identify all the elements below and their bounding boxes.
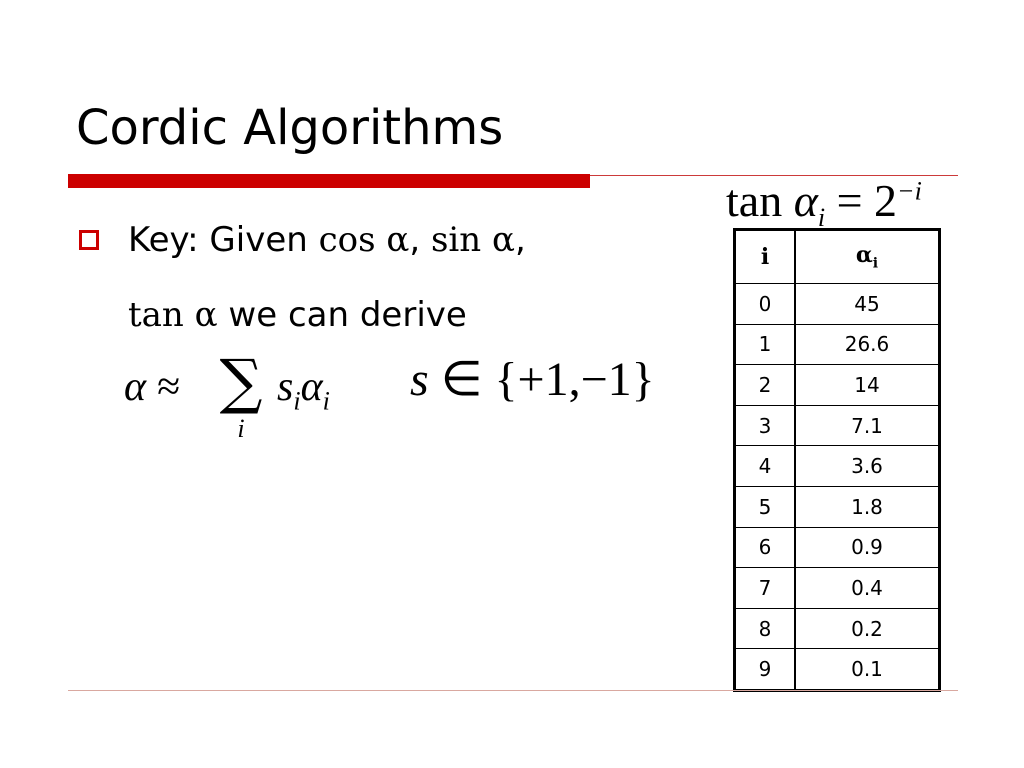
table-row	[735, 608, 940, 649]
cell-alpha: 3.6	[795, 446, 940, 487]
cell-i: 4	[735, 446, 796, 487]
table-row	[735, 405, 940, 446]
separator-1: ,	[409, 220, 431, 260]
derive-text: we can derive	[217, 295, 467, 335]
cell-i: 0	[735, 284, 796, 325]
cell-alpha: 0.9	[795, 527, 940, 568]
cell-i: 5	[735, 486, 796, 527]
summation-body: $s_i\alpha_i$	[277, 364, 330, 416]
bullet-line-2	[128, 295, 467, 335]
summation-index: i	[237, 414, 245, 443]
sign-set-formula: s ∈ {+1,−1}	[410, 353, 655, 406]
tan-identity-formula: $\tan \alpha_i = 2^{-i}$	[726, 175, 922, 233]
hollow-square-bullet-icon	[79, 230, 99, 250]
table-row	[735, 568, 940, 609]
cell-i: 1	[735, 324, 796, 365]
cell-alpha: 45	[795, 284, 940, 325]
cell-alpha: 26.6	[795, 324, 940, 365]
table-row	[735, 324, 940, 365]
table-row	[735, 649, 940, 691]
cell-i: 3	[735, 405, 796, 446]
cell-alpha: 14	[795, 365, 940, 406]
summation	[215, 347, 267, 444]
table-row	[735, 486, 940, 527]
bullet-line-1	[128, 220, 526, 260]
table-row	[735, 365, 940, 406]
angle-table	[733, 228, 941, 692]
slide-title: Cordic Algorithms	[76, 100, 504, 156]
header-i: i	[735, 230, 796, 284]
table-header-row	[735, 230, 940, 284]
sin-term: sin α	[430, 220, 515, 260]
table-row	[735, 284, 940, 325]
summation-icon: ∑	[219, 347, 263, 417]
cos-term: cos α	[318, 220, 410, 260]
cell-alpha: 0.4	[795, 568, 940, 609]
approx-lhs: α ≈	[124, 364, 180, 410]
separator-2: ,	[514, 220, 526, 260]
cell-i: 6	[735, 527, 796, 568]
cell-i: 2	[735, 365, 796, 406]
cell-alpha: 0.1	[795, 649, 940, 691]
key-prefix: Key: Given	[128, 220, 319, 260]
angle-table-grid	[733, 228, 941, 692]
table-row	[735, 446, 940, 487]
table-row	[735, 527, 940, 568]
cell-alpha: 1.8	[795, 486, 940, 527]
title-divider-accent	[68, 174, 590, 188]
cell-i: 9	[735, 649, 796, 691]
header-alpha: $\alpha_i$	[795, 230, 940, 284]
cell-i: 7	[735, 568, 796, 609]
footer-divider	[68, 690, 958, 691]
cell-i: 8	[735, 608, 796, 649]
cell-alpha: 7.1	[795, 405, 940, 446]
cell-alpha: 0.2	[795, 608, 940, 649]
tan-term: tan α	[128, 295, 218, 335]
